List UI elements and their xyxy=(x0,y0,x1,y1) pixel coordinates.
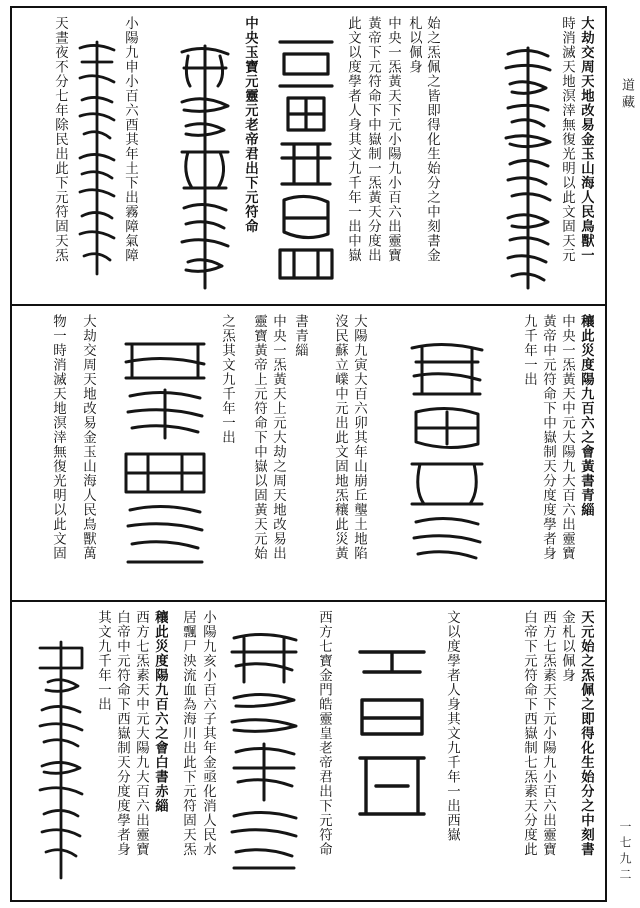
text-column: 始之炁佩之皆即得化生始分之中刻書金 xyxy=(424,16,440,263)
talisman-glyph xyxy=(224,630,304,876)
panel-middle xyxy=(12,306,605,602)
text-column: 大陽九寅大百六卯其年山崩丘壟土地陷 xyxy=(351,314,367,561)
text-column: 札以佩身 xyxy=(406,16,422,74)
text-column: 居飄尸泱流血為海川出此下元符固天炁 xyxy=(180,610,196,857)
panel-upper xyxy=(12,8,605,306)
text-column: 大劫交周天地改易金玉山海人民鳥獸萬 xyxy=(80,314,96,561)
text-column: 小陽九申小百六酉其年土下出霧障氣障 xyxy=(122,16,138,263)
collection-label: 道藏 xyxy=(619,78,634,112)
text-column: 西方七寶金門皓靈皇老帝君出下元符命 xyxy=(316,610,332,857)
text-column: 九千年一出 xyxy=(521,314,537,387)
text-column: 中央一炁黃天上元大劫之周天地改易出 xyxy=(270,314,286,561)
text-column: 文以度學者人身其文九千年一出西嶽 xyxy=(444,610,460,842)
text-column: 天晝夜不分七年除民出此下元符固天炁 xyxy=(52,16,68,263)
text-column: 西方七炁素天中元大陽九大百六出靈寶 xyxy=(133,610,149,857)
text-column: 物一時消滅天地溟涬無復光明以此文固 xyxy=(50,314,66,561)
text-column: 黃帝下元符命下中嶽制一炁黃天分度出 xyxy=(365,16,381,263)
talisman-glyph xyxy=(404,340,490,570)
talisman-glyph xyxy=(174,42,236,292)
text-column: 白帝中元符命下西嶽制天分度度學者身 xyxy=(114,610,130,857)
text-column: 中央一炁黃天中元大陽九大百六出靈寶 xyxy=(559,314,575,561)
panel-lower xyxy=(12,602,605,900)
text-column: 穰此災度陽九百六之會白書赤緇 xyxy=(152,610,168,813)
text-column: 此文以度學者人身其文九千年一出中嶽 xyxy=(345,16,361,263)
text-column: 大劫交周天地改易金玉山海人民鳥獸一 xyxy=(578,16,594,263)
text-column: 靈寶黃帝上元符命下中嶽以固黃天元始 xyxy=(251,314,267,561)
talisman-glyph xyxy=(74,38,120,278)
text-column: 穰此災度陽九百六之會黃書青緇 xyxy=(578,314,594,517)
talisman-glyph xyxy=(34,638,88,882)
text-column: 金札以佩身 xyxy=(559,610,575,683)
text-column: 小陽九亥小百六子其年金亟化消人民水 xyxy=(200,610,216,857)
talisman-glyph xyxy=(500,44,556,292)
talisman-glyph xyxy=(118,334,212,574)
text-column: 其文九千年一出 xyxy=(95,610,111,712)
text-column: 中央一炁黃天下元小陽九小百六出靈寶 xyxy=(385,16,401,263)
text-column: 時消滅天地溟涬無復光明以此文固天元 xyxy=(559,16,575,263)
text-column: 沒民蘇立嶫中元出此文固地炁穰此災黃 xyxy=(332,314,348,561)
talisman-glyph xyxy=(352,638,432,838)
text-column: 中央玉寶元靈元老帝君出下元符命 xyxy=(242,16,258,234)
text-column: 書青緇 xyxy=(292,314,308,358)
text-column: 黃帝中元符命下中嶽制天分度度學者身 xyxy=(540,314,556,561)
text-column: 之炁其文九千年一出 xyxy=(219,314,235,445)
page-number: 一七九二 xyxy=(618,820,632,884)
text-column: 白帝下元符命下西嶽制七炁素天分度此 xyxy=(521,610,537,857)
talisman-glyph xyxy=(274,34,338,286)
text-column: 西方七炁素天下元小陽九小百六出靈寶 xyxy=(540,610,556,857)
text-column: 天元始之炁佩之即得化生始分之中刻書 xyxy=(578,610,594,857)
